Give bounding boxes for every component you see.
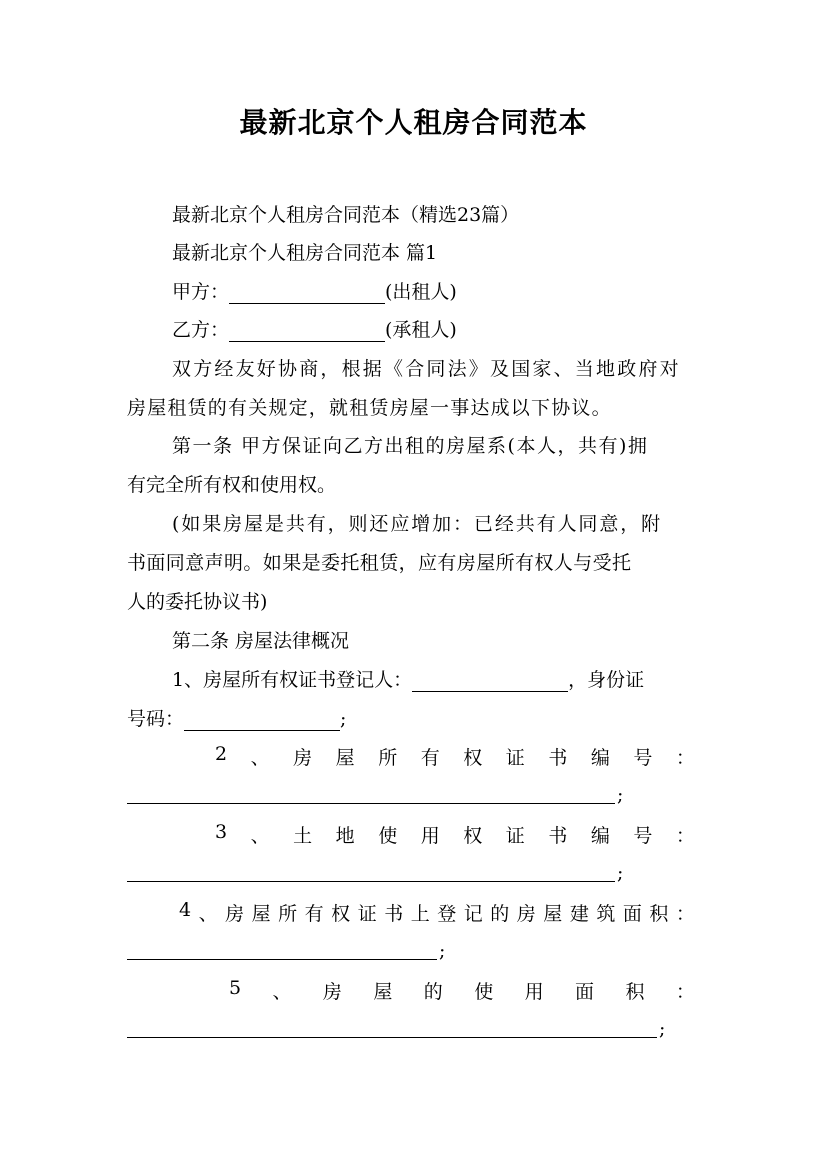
party-b-label: 乙方： [172, 319, 230, 341]
item-5-char: 的 [423, 981, 443, 1003]
item-3-char: 书 [548, 825, 568, 847]
item-4-char: 积 [649, 903, 669, 925]
item-4-char: 上 [410, 903, 430, 925]
note-line-3: 人的委托协议书) [127, 591, 268, 613]
item-3-char: 土 [293, 825, 313, 847]
item-5-semicolon: ; [659, 1018, 666, 1040]
item-1-id-label: ，身份证 [568, 669, 645, 691]
item-4-char: ： [675, 903, 695, 925]
item-3-char: 用 [420, 825, 440, 847]
item-3-char: 地 [335, 825, 355, 847]
item-4-char: 证 [357, 903, 377, 925]
item-4-char: 4 [179, 899, 192, 921]
item-3-line [215, 821, 695, 848]
item-3-char: 编 [590, 825, 610, 847]
party-a-role: (出租人) [385, 281, 457, 303]
article-2-title: 第二条 房屋法律概况 [172, 630, 350, 652]
note-line-2: 书面同意声明。如果是委托租赁，应有房屋所有权人与受托 [127, 552, 632, 574]
item-4-char: 建 [569, 903, 589, 925]
item-4-char: 、 [198, 903, 218, 925]
item-3-char: 使 [378, 825, 398, 847]
item-5-blank [127, 1037, 657, 1038]
item-4-char: 登 [437, 903, 457, 925]
item-5-char: 使 [474, 981, 494, 1003]
item-3-char: 3 [215, 821, 228, 843]
item-4-semicolon: ; [439, 940, 446, 962]
item-1-id-blank [184, 716, 340, 731]
party-a-label: 甲方： [172, 281, 230, 303]
item-1-label: 1、房屋所有权证书登记人： [172, 669, 413, 691]
item-5-char: 房 [322, 981, 342, 1003]
item-4-char: 屋 [543, 903, 563, 925]
item-4-line [179, 899, 695, 926]
article-1-line-2: 有完全所有权和使用权。 [127, 474, 337, 496]
item-3-char: 证 [505, 825, 525, 847]
item-5-char: 屋 [373, 981, 393, 1003]
party-a-blank [229, 289, 385, 304]
intro-line-1: 双方经友好协商，根据《合同法》及国家、当地政府对 [172, 358, 681, 380]
item-5-line [229, 977, 695, 1004]
item-3-char: 号 [633, 825, 653, 847]
item-4-char: 的 [490, 903, 510, 925]
item-2-char: 屋 [335, 747, 355, 769]
article-1-line-1: 第一条 甲方保证向乙方出租的房屋系(本人，共有)拥 [172, 435, 649, 457]
item-1-semicolon: ; [340, 708, 347, 730]
party-a-line [172, 277, 746, 304]
item-3-char: 、 [250, 825, 270, 847]
item-4-blank [127, 959, 437, 960]
item-4-char: 有 [304, 903, 324, 925]
subtitle-line: 最新北京个人租房合同范本（精选23篇） [172, 204, 520, 226]
item-4-char: 房 [516, 903, 536, 925]
page-title: 最新北京个人租房合同范本 [239, 106, 588, 139]
item-4-char: 面 [622, 903, 642, 925]
item-2-char: 编 [590, 747, 610, 769]
item-3-semicolon: ; [617, 862, 624, 884]
item-2-char: 、 [250, 747, 270, 769]
item-3-blank [127, 881, 615, 882]
item-4-char: 权 [331, 903, 351, 925]
item-5-char: 积 [625, 981, 645, 1003]
item-4-char: 筑 [596, 903, 616, 925]
item-4-char: 所 [278, 903, 298, 925]
note-line-1: (如果房屋是共有，则还应增加：已经共有人同意，附 [172, 513, 663, 535]
item-3-char: ： [675, 825, 695, 847]
item-2-char: 书 [548, 747, 568, 769]
item-2-blank [127, 803, 615, 804]
item-2-char: 权 [463, 747, 483, 769]
item-1-blank [412, 677, 568, 692]
item-2-semicolon: ; [617, 784, 624, 806]
item-2-char: 2 [215, 743, 228, 765]
party-b-role: (承租人) [385, 319, 457, 341]
item-3-char: 权 [463, 825, 483, 847]
item-1-line-1 [172, 665, 746, 692]
item-2-char: ： [675, 747, 695, 769]
item-2-char: 证 [505, 747, 525, 769]
item-4-char: 书 [384, 903, 404, 925]
party-b-line [172, 315, 746, 342]
item-5-char: 5 [229, 977, 242, 999]
item-2-char: 房 [293, 747, 313, 769]
item-5-char: 面 [575, 981, 595, 1003]
party-b-blank [229, 327, 385, 342]
section-heading: 最新北京个人租房合同范本 篇1 [172, 242, 438, 264]
intro-line-2: 房屋租赁的有关规定，就租赁房屋一事达成以下协议。 [127, 397, 612, 419]
item-2-line [215, 743, 695, 770]
item-5-char: 用 [524, 981, 544, 1003]
item-1-id-number-label: 号码： [127, 708, 185, 730]
item-5-char: 、 [272, 981, 292, 1003]
item-1-line-2 [127, 704, 701, 731]
item-2-char: 所 [378, 747, 398, 769]
item-4-char: 屋 [251, 903, 271, 925]
item-4-char: 记 [463, 903, 483, 925]
item-2-char: 有 [420, 747, 440, 769]
item-4-char: 房 [225, 903, 245, 925]
item-5-char: ： [675, 981, 695, 1003]
item-2-char: 号 [633, 747, 653, 769]
